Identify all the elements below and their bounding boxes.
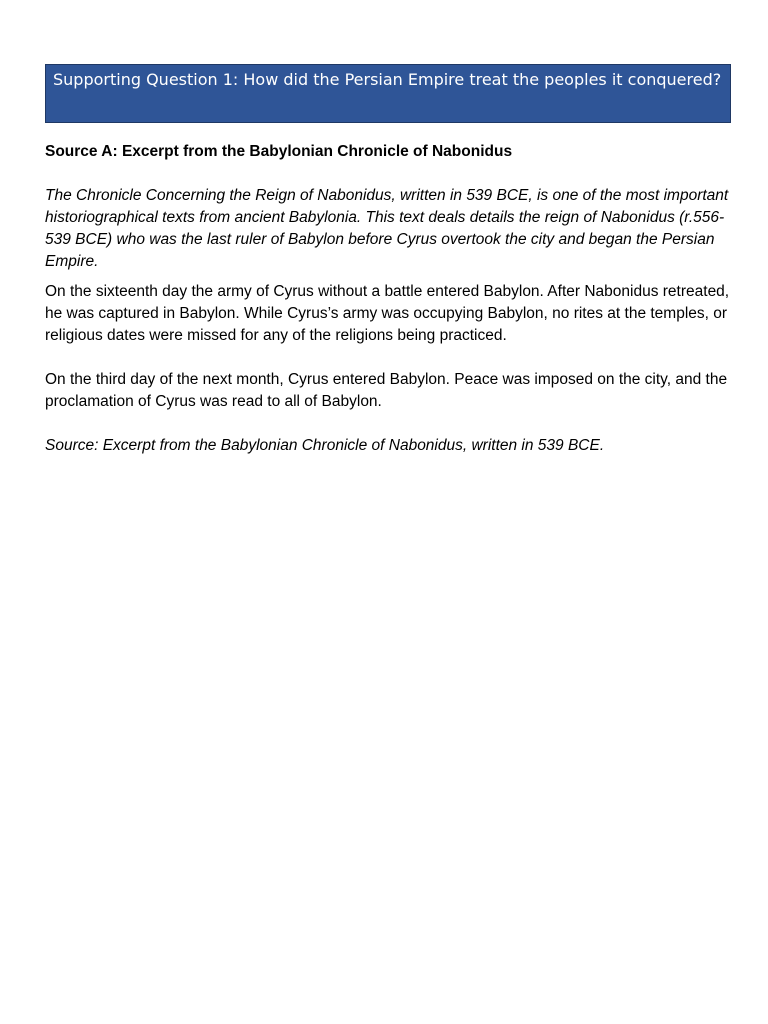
source-citation: Source: Excerpt from the Babylonian Chronicle of Nabonidus, written in 539 BCE. bbox=[45, 437, 605, 454]
source-heading: Source A: Excerpt from the Babylonian Chronicle of Nabonidus bbox=[45, 143, 513, 160]
excerpt-paragraph: On the sixteenth day the army of Cyrus without a battle entered Babylon. After Nabonidus retreated, he was captured in Babylon. While Cyrus’s army was occupying Babylon, no rites at the temples, or religious dates were missed for any of the religions being practiced. bbox=[45, 283, 730, 344]
source-introduction: The Chronicle Concerning the Reign of Nabonidus, written in 539 BCE, is one of the most important historiographical texts from ancient Babylonia. This text deals details the reign of Nabonidus (r.556-539 BCE) who was the last ruler of Babylon before Cyrus overtook the city and began the Persian Empire. bbox=[45, 187, 729, 270]
supporting-question-text: Supporting Question 1: How did the Persian Empire treat the peoples it conquered? bbox=[53, 70, 722, 89]
excerpt-paragraph: On the third day of the next month, Cyrus entered Babylon. Peace was imposed on the city, and the proclamation of Cyrus was read to all of Babylon. bbox=[45, 371, 728, 410]
source-section bbox=[45, 141, 731, 457]
supporting-question-banner bbox=[45, 64, 731, 123]
